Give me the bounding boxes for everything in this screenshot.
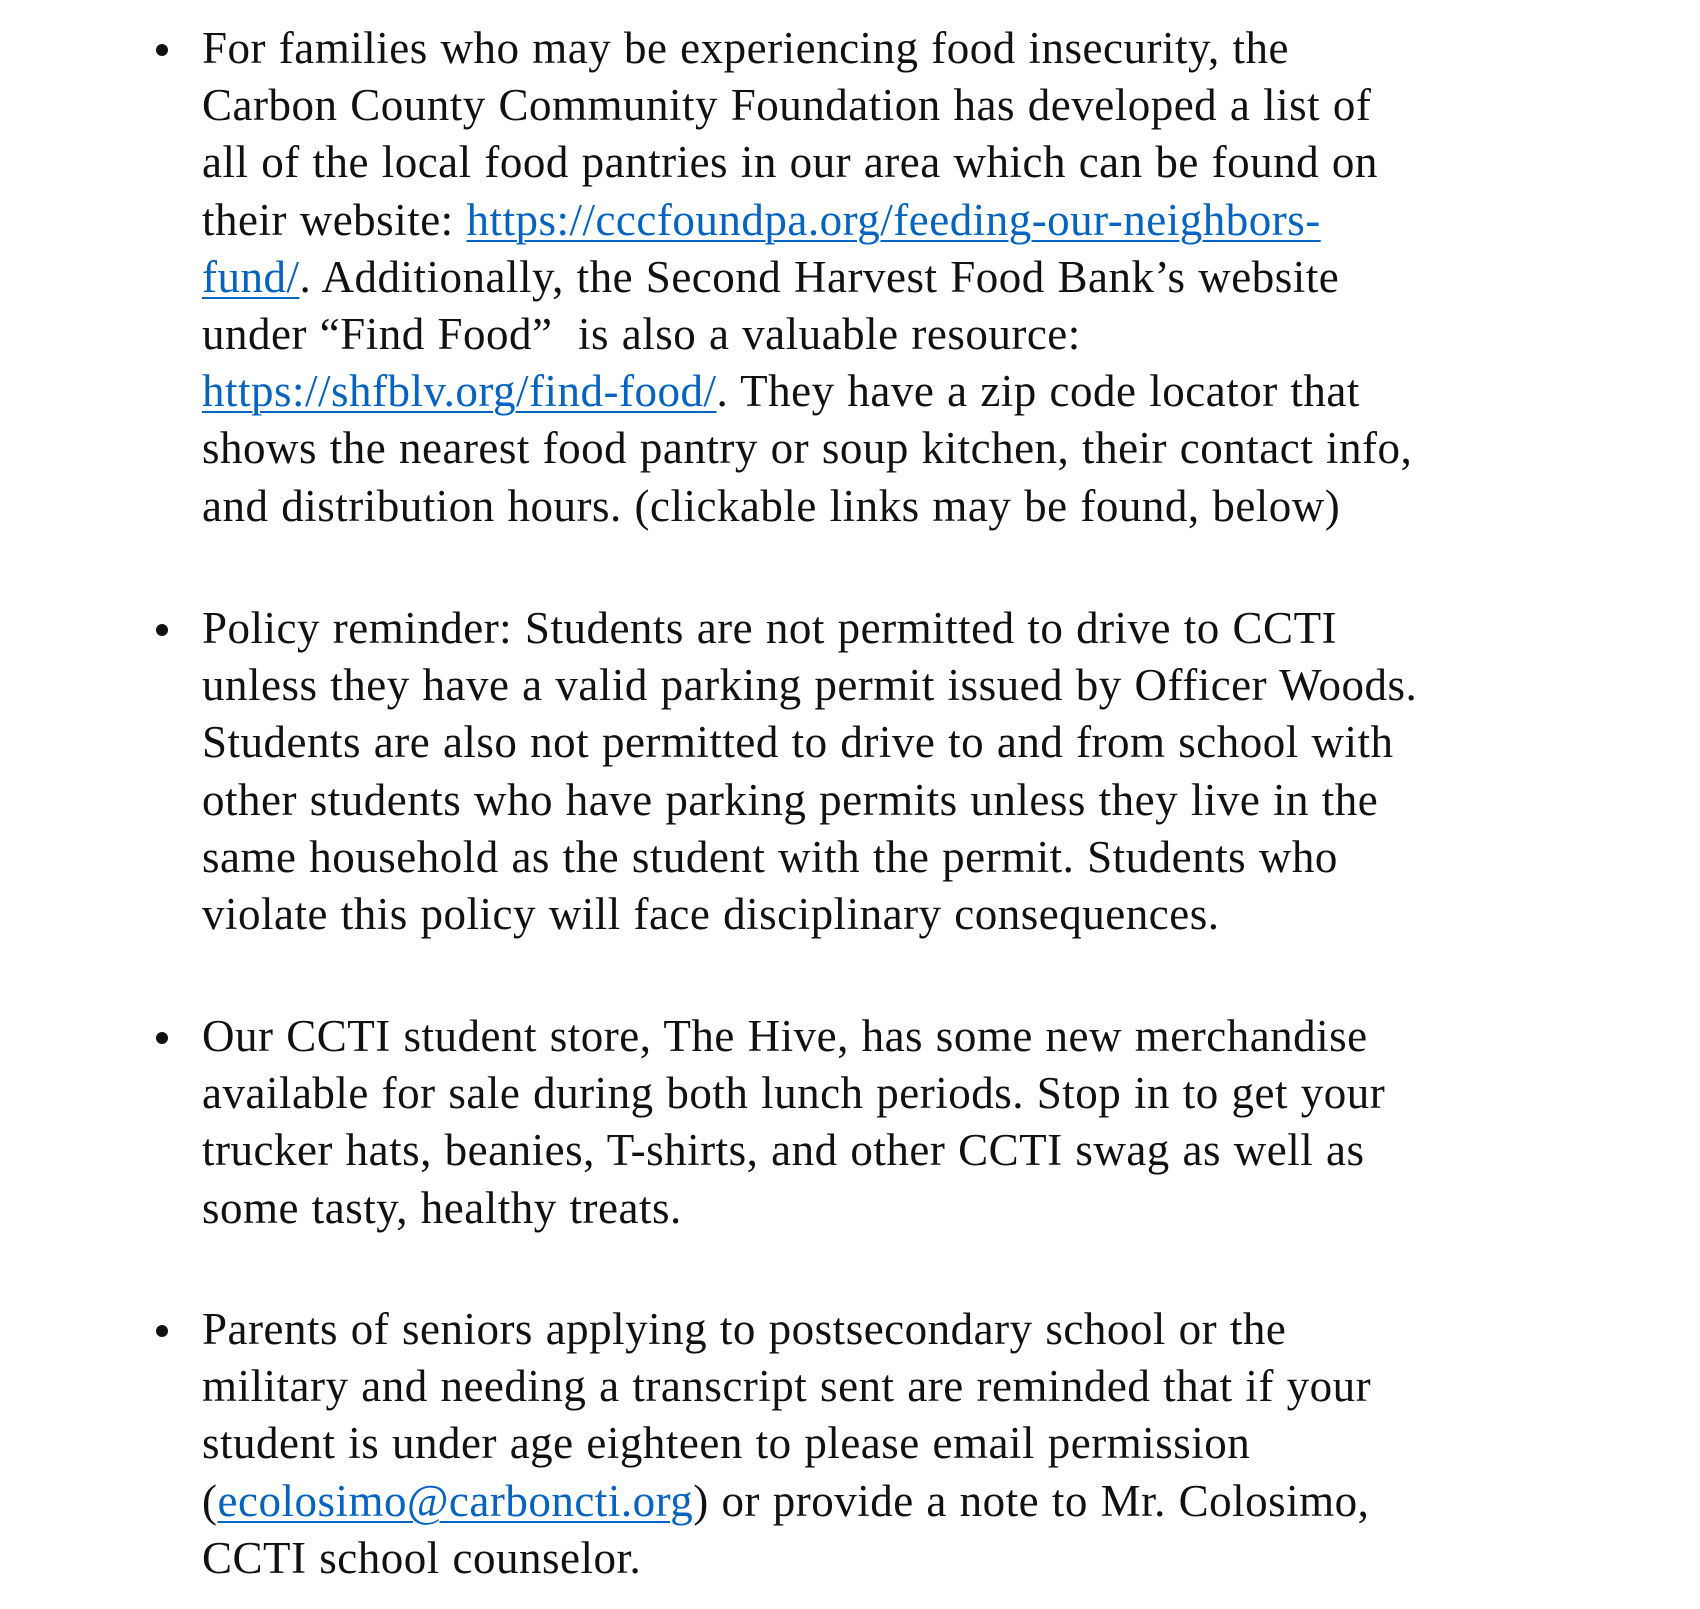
text-line: Students are also not permitted to drive to and from school with [202, 717, 1394, 768]
bullet-text [202, 600, 1417, 943]
text-line: https://shfblv.org/find-food/. They have a zip code locator that [202, 366, 1360, 417]
text-line: under “Find Food” is also a valuable resource: [202, 308, 1081, 359]
text-line: available for sale during both lunch periods. Stop in to get your [202, 1068, 1386, 1119]
text-line: trucker hats, beanies, T-shirts, and other CCTI swag as well as [202, 1125, 1365, 1176]
text-line: some tasty, healthy treats. [202, 1182, 682, 1233]
cccfoundpa-link-continued[interactable]: fund/ [202, 251, 300, 302]
text-line: shows the nearest food pantry or soup kitchen, their contact info, [202, 423, 1413, 474]
counselor-email-link[interactable]: ecolosimo@carboncti.org [217, 1475, 694, 1526]
text-line: Parents of seniors applying to postsecondary school or the [202, 1304, 1287, 1354]
text-line: other students who have parking permits unless they live in the [202, 774, 1379, 825]
text-line: Our CCTI student store, The Hive, has some new merchandise [202, 1011, 1368, 1061]
text-line: CCTI school counselor. [202, 1532, 642, 1583]
text-line: all of the local food pantries in our area which can be found on [202, 137, 1378, 188]
shfblv-find-food-link[interactable]: https://shfblv.org/find-food/ [202, 366, 717, 417]
bullet-dot-icon [156, 624, 168, 636]
text-line: (ecolosimo@carboncti.org) or provide a note to Mr. Colosimo, [202, 1475, 1370, 1526]
text-line: violate this policy will face disciplinary consequences. [202, 888, 1220, 939]
bullet-dot-icon [156, 44, 168, 56]
text-line: student is under age eighteen to please email permission [202, 1418, 1251, 1469]
bullet-text [202, 20, 1412, 535]
text-line: For families who may be experiencing food insecurity, the [202, 23, 1290, 73]
text-line: and distribution hours. (clickable links may be found, below) [202, 480, 1341, 531]
text-line: Policy reminder: Students are not permitted to drive to CCTI [202, 603, 1338, 653]
bullet-dot-icon [156, 1032, 168, 1044]
text-line: fund/. Additionally, the Second Harvest Food Bank’s website [202, 251, 1340, 302]
cccfoundpa-link[interactable]: https://cccfoundpa.org/feeding-our-neighbors- [466, 194, 1321, 245]
text-line: military and needing a transcript sent are reminded that if your [202, 1361, 1372, 1412]
bullet-dot-icon [156, 1325, 168, 1337]
text-line: their website: https://cccfoundpa.org/feeding-our-neighbors- [202, 194, 1321, 245]
text-line: same household as the student with the permit. Students who [202, 831, 1338, 882]
bullet-text [202, 1301, 1371, 1587]
bullet-text [202, 1008, 1385, 1237]
text-line: unless they have a valid parking permit issued by Officer Woods. [202, 660, 1418, 711]
text-line: Carbon County Community Foundation has developed a list of [202, 80, 1372, 131]
